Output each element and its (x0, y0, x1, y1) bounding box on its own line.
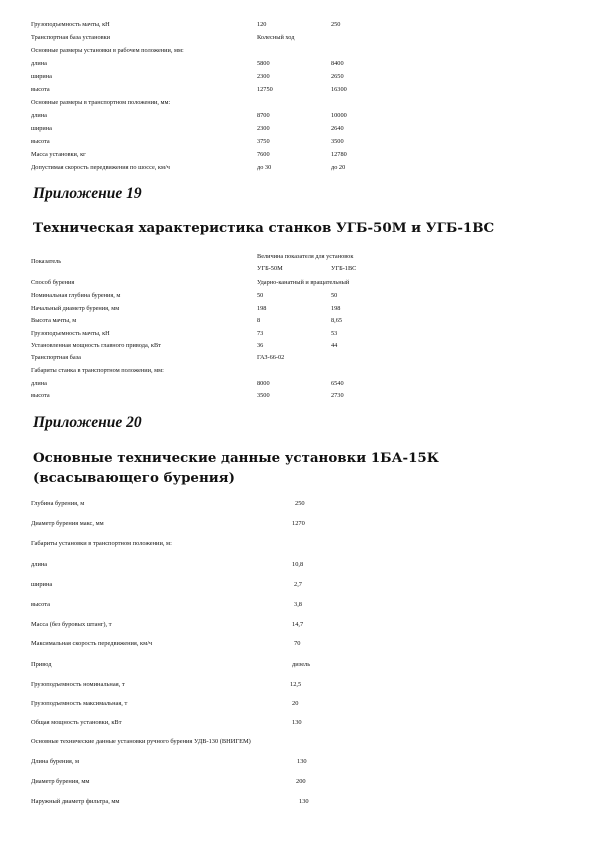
table-row (0, 579, 595, 591)
table-row (0, 518, 595, 530)
header-group: Величина показателя для установок (257, 253, 354, 260)
table-row (0, 378, 595, 389)
table-row (0, 123, 595, 134)
table-row (0, 390, 595, 401)
row-label: Диаметр бурения макс, мм (31, 520, 104, 527)
row-value: 250 (295, 500, 305, 507)
row-label: Максимальная скорость передвижения, км/ч (31, 640, 153, 647)
row-value-1: 5800 (257, 60, 270, 67)
row-value-2: 198 (331, 305, 341, 312)
row-label: Масса установки, кг (31, 151, 86, 158)
header-col-1: УГБ-50М (257, 265, 283, 272)
row-value-1: 8 (257, 317, 261, 324)
row-value-2: 2730 (331, 392, 344, 399)
row-value-2: 12780 (331, 151, 347, 158)
table-row (0, 498, 595, 510)
row-value-2: 10000 (331, 112, 347, 119)
row-label: высота (31, 86, 50, 93)
table-row (0, 277, 595, 288)
row-value-1: 50 (257, 292, 264, 299)
table-row (0, 776, 595, 788)
row-value-1: 36 (257, 342, 264, 349)
row-label: Установленная мощность главного привода, кВт (31, 342, 161, 349)
table-row (0, 638, 595, 650)
row-value-2: 50 (331, 292, 338, 299)
appendix-20-heading: Приложение 20 (33, 414, 142, 431)
row-value-1: 198 (257, 305, 267, 312)
row-label: длина (31, 112, 47, 119)
table-row (0, 736, 595, 748)
row-label: Габариты установки в транспортном положении, м: (31, 540, 172, 547)
row-value-1: 7600 (257, 151, 270, 158)
row-label: Начальный диаметр бурения, мм (31, 305, 120, 312)
table-row (0, 328, 595, 339)
table-row (0, 97, 595, 108)
table-row (0, 315, 595, 326)
row-value-1: 8700 (257, 112, 270, 119)
row-value-2: 250 (331, 21, 341, 28)
row-label: длина (31, 561, 48, 568)
table-row (0, 538, 595, 550)
appendix-20-title-line-1: Основные технические данные установки 1БА-15К (33, 450, 439, 466)
table-row (0, 698, 595, 710)
table-row (0, 84, 595, 95)
appendix-19-title: Техническая характеристика станков УГБ-50М и УГБ-1ВС (33, 220, 495, 236)
table-row (0, 58, 595, 69)
table-row (0, 136, 595, 147)
row-value-2: 44 (331, 342, 338, 349)
row-value-1: 73 (257, 330, 264, 337)
row-value-1: 120 (257, 21, 267, 28)
row-value: 1270 (292, 520, 305, 527)
row-label: Наружный диаметр фильтра, мм (31, 798, 120, 805)
row-label: высота (31, 601, 50, 608)
row-value: 20 (292, 700, 299, 707)
table-row (0, 679, 595, 691)
row-value: 3,8 (294, 601, 302, 608)
row-label: Основные технические данные установки ручного бурения УДВ-130 (ВНИГЕМ) (31, 738, 251, 745)
row-label: Основные размеры установки в рабочем положении, мм: (31, 47, 184, 54)
table-row (0, 149, 595, 160)
table-row (0, 365, 595, 376)
row-value-2: 3500 (331, 138, 344, 145)
table-row (0, 559, 595, 571)
table-row (0, 756, 595, 768)
table-row (0, 340, 595, 351)
row-value: 14,7 (292, 621, 304, 628)
header-label: Показатель (31, 258, 62, 265)
row-label: Транспортная база (31, 354, 81, 361)
row-label: Длина бурения, м (31, 758, 80, 765)
row-label: ширина (31, 125, 52, 132)
row-value-2: 8,65 (331, 317, 343, 324)
row-label: Диаметр бурения, мм (31, 778, 90, 785)
row-label: Общая мощность установки, кВт (31, 719, 122, 726)
row-value-1: Ударно-канатный и вращательный (257, 279, 350, 286)
row-value: 10,8 (292, 561, 304, 568)
row-value: дизель (292, 661, 311, 668)
row-value-2: 8400 (331, 60, 344, 67)
row-value: 12,5 (290, 681, 302, 688)
header-col-2: УГБ-1ВС (331, 265, 357, 272)
row-label: Грузоподъемность мачты, кН (31, 21, 110, 28)
row-value-1: 12750 (257, 86, 273, 93)
row-label: Способ бурения (31, 279, 75, 286)
table-header-row (0, 251, 595, 265)
table-row (0, 619, 595, 631)
row-label: Транспортная база установки (31, 34, 111, 41)
row-label: ширина (31, 73, 52, 80)
table-row (0, 32, 595, 43)
table-row (0, 796, 595, 808)
row-label: ширина (31, 581, 53, 588)
row-label: Грузоподъемность мачты, кН (31, 330, 110, 337)
row-value: 130 (297, 758, 307, 765)
table-row (0, 110, 595, 121)
row-value: 2,7 (294, 581, 302, 588)
row-label: Привод (31, 661, 52, 668)
row-value: 130 (292, 719, 302, 726)
table-row (0, 717, 595, 729)
row-value-2: 6540 (331, 380, 344, 387)
row-value-2: 2650 (331, 73, 344, 80)
row-label: Глубина бурения, м (31, 500, 85, 507)
row-label: Номинальная глубина бурения, м (31, 292, 121, 299)
row-label: Допустимая скорость передвижения по шоссе, км/ч (31, 164, 170, 171)
table-row (0, 303, 595, 314)
row-label: высота (31, 138, 50, 145)
row-value-1: Колесный ход (257, 34, 295, 41)
table-row (0, 659, 595, 671)
row-label: высота (31, 392, 50, 399)
table-row (0, 599, 595, 611)
row-value-2: до 20 (331, 164, 346, 171)
row-label: Высота мачты, м (31, 317, 77, 324)
table-row (0, 19, 595, 30)
appendix-20-title-line-2: (всасывающего бурения) (33, 470, 235, 486)
row-value-1: 2300 (257, 125, 270, 132)
table-header-row (0, 263, 595, 274)
table-row (0, 71, 595, 82)
row-value-1: ГАЗ-66-02 (257, 354, 285, 361)
appendix-19-heading: Приложение 19 (33, 185, 142, 202)
row-value-1: 2300 (257, 73, 270, 80)
row-label: длина (31, 380, 47, 387)
row-label: длина (31, 60, 47, 67)
table-row (0, 162, 595, 173)
row-value-1: 3500 (257, 392, 270, 399)
row-label: Габариты станка в транспортном положении, мм: (31, 367, 164, 374)
row-value-1: до 30 (257, 164, 272, 171)
row-value: 70 (294, 640, 301, 647)
row-value-2: 2640 (331, 125, 344, 132)
row-label: Грузоподъемность максимальная, т (31, 700, 128, 707)
row-value-2: 16300 (331, 86, 347, 93)
row-label: Основные размеры в транспортном положении, мм: (31, 99, 171, 106)
row-label: Масса (без буровых штанг), т (31, 621, 112, 628)
row-value: 130 (299, 798, 309, 805)
row-value: 200 (296, 778, 306, 785)
row-value-1: 8000 (257, 380, 270, 387)
row-label: Грузоподъемность номинальная, т (31, 681, 125, 688)
table-row (0, 352, 595, 363)
table-row (0, 290, 595, 301)
row-value-2: 53 (331, 330, 338, 337)
table-row (0, 45, 595, 56)
row-value-1: 3750 (257, 138, 270, 145)
